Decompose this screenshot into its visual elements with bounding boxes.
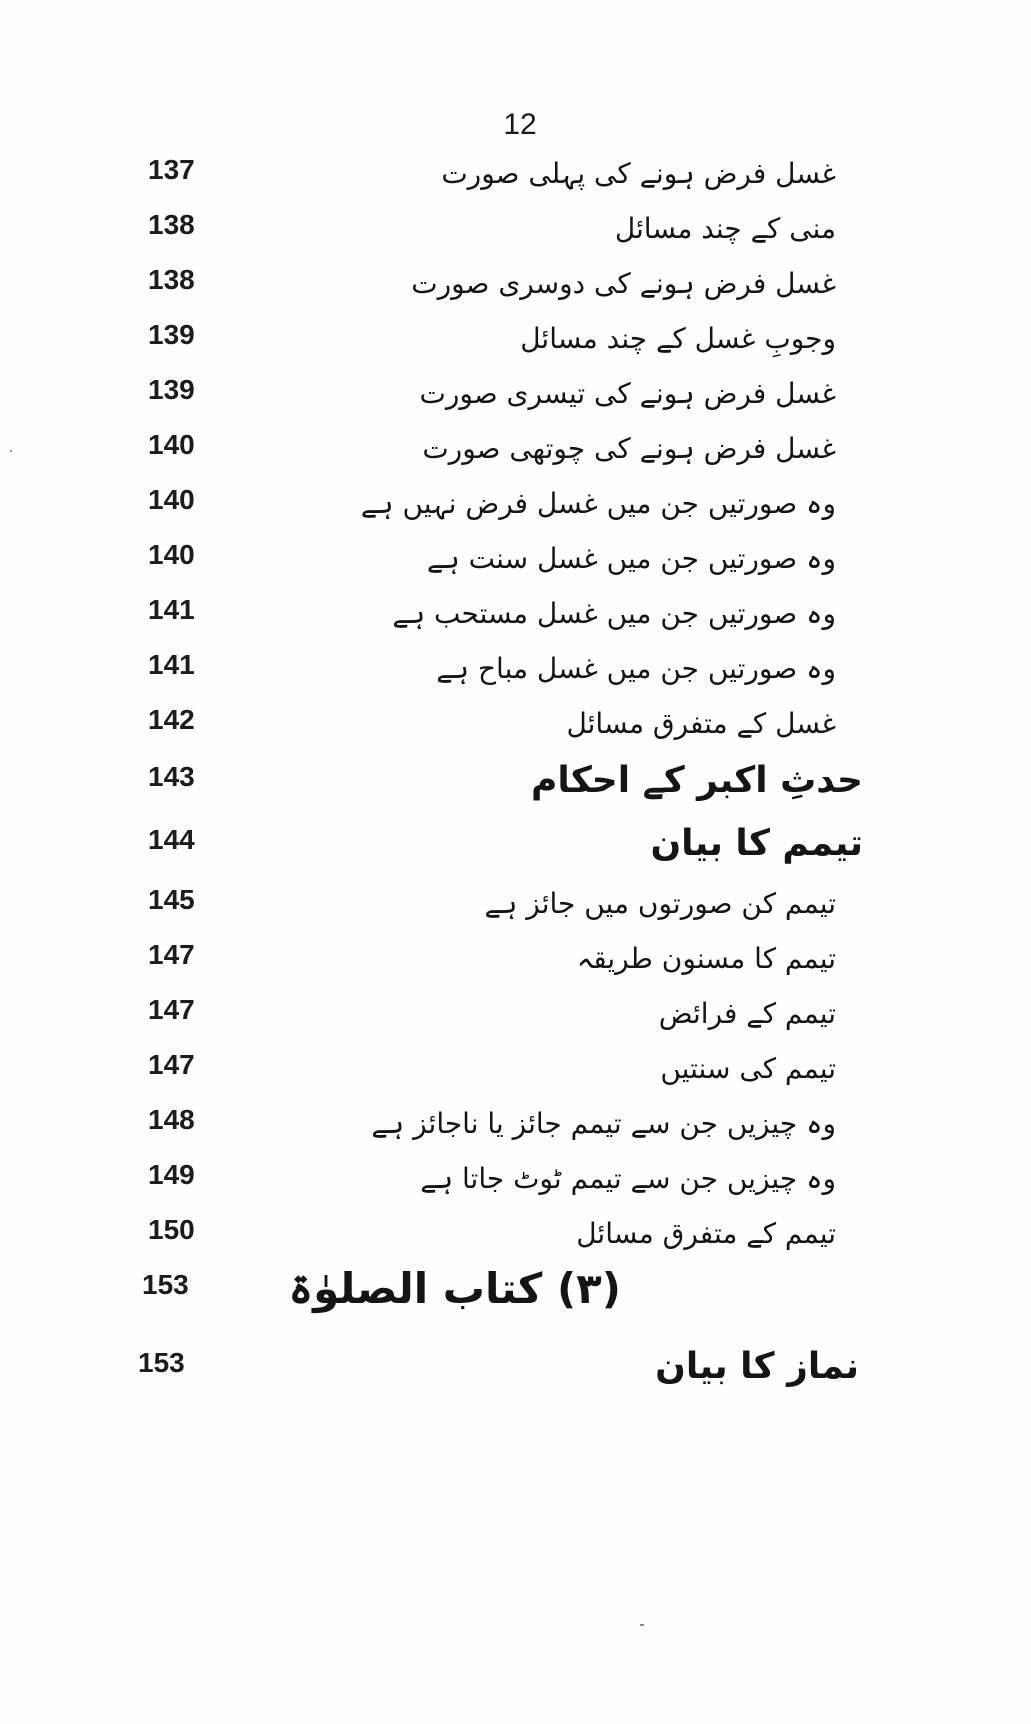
toc-entry <box>0 260 1031 316</box>
toc-page-number: 140 <box>148 429 195 460</box>
toc-page-number: 147 <box>148 1049 195 1080</box>
toc-page-number: 149 <box>148 1159 195 1190</box>
toc-chapter-heading <box>0 1265 1031 1321</box>
toc-section-heading <box>0 820 1031 876</box>
toc-page-number: 140 <box>148 484 195 515</box>
toc-page-number: 145 <box>148 884 195 915</box>
toc-title: وہ صورتیں جن میں غسل مباح ہے <box>436 652 836 685</box>
toc-entry <box>0 645 1031 701</box>
toc-page-number: 139 <box>148 319 195 350</box>
toc-page-number: 139 <box>148 374 195 405</box>
toc-title: تیمم کن صورتوں میں جائز ہے <box>484 887 836 920</box>
toc-entry <box>0 1210 1031 1266</box>
toc-title: تیمم کا بیان <box>650 823 863 864</box>
toc-title: تیمم کی سنتیں <box>660 1052 836 1085</box>
toc-entry <box>0 205 1031 261</box>
toc-title: تیمم کے فرائض <box>658 997 836 1030</box>
toc-title: غسل فرض ہونے کی پہلی صورت <box>441 157 836 190</box>
toc-entry <box>0 480 1031 536</box>
toc-title: حدثِ اکبر کے احکام <box>530 760 863 801</box>
toc-page-number: 138 <box>148 209 195 240</box>
toc-page-number: 147 <box>148 939 195 970</box>
toc-page-number: 153 <box>142 1269 189 1300</box>
toc-entry <box>0 935 1031 991</box>
toc-title: (۳) کتاب الصلوٰۃ <box>288 1264 621 1313</box>
toc-title: وہ صورتیں جن میں غسل مستحب ہے <box>392 597 836 630</box>
scan-speck <box>640 1624 644 1626</box>
toc-page-number: 147 <box>148 994 195 1025</box>
toc-entry <box>0 700 1031 756</box>
toc-page-number: 144 <box>148 824 195 855</box>
toc-section-heading <box>0 757 1031 813</box>
toc-title: منی کے چند مسائل <box>614 212 836 245</box>
toc-entry <box>0 1155 1031 1211</box>
toc-entry <box>0 990 1031 1046</box>
toc-title: غسل فرض ہونے کی تیسری صورت <box>419 377 836 410</box>
toc-title: وہ چیزیں جن سے تیمم ٹوٹ جاتا ہے <box>420 1162 836 1195</box>
toc-entry <box>0 1100 1031 1156</box>
toc-entry <box>0 590 1031 646</box>
toc-page-number: 138 <box>148 264 195 295</box>
toc-entry <box>0 370 1031 426</box>
toc-title: تیمم کے متفرق مسائل <box>576 1217 836 1250</box>
toc-title: وجوبِ غسل کے چند مسائل <box>520 322 836 355</box>
toc-page-number: 150 <box>148 1214 195 1245</box>
toc-title: نماز کا بیان <box>655 1346 859 1387</box>
toc-page-number: 141 <box>148 594 195 625</box>
toc-title: وہ صورتیں جن میں غسل فرض نہیں ہے <box>360 487 836 520</box>
toc-page-number: 142 <box>148 704 195 735</box>
toc-page-number: 141 <box>148 649 195 680</box>
toc-entry <box>0 1045 1031 1101</box>
toc-entry <box>0 535 1031 591</box>
toc-entry <box>0 315 1031 371</box>
page-number: 12 <box>503 108 537 141</box>
toc-page-number: 148 <box>148 1104 195 1135</box>
toc-entry <box>0 880 1031 936</box>
toc-entry <box>0 150 1031 206</box>
toc-title: وہ چیزیں جن سے تیمم جائز یا ناجائز ہے <box>371 1107 836 1140</box>
toc-section-heading <box>0 1343 1031 1399</box>
toc-page-number: 153 <box>138 1347 185 1378</box>
toc-title: غسل کے متفرق مسائل <box>566 707 836 740</box>
toc-page-number: 137 <box>148 154 195 185</box>
toc-page-number: 140 <box>148 539 195 570</box>
toc-title: تیمم کا مسنون طریقہ <box>576 942 836 975</box>
toc-title: غسل فرض ہونے کی چوتھی صورت <box>422 432 836 465</box>
toc-page-number: 143 <box>148 761 195 792</box>
toc-entry <box>0 425 1031 481</box>
toc-title: غسل فرض ہونے کی دوسری صورت <box>411 267 836 300</box>
toc-title: وہ صورتیں جن میں غسل سنت ہے <box>426 542 836 575</box>
